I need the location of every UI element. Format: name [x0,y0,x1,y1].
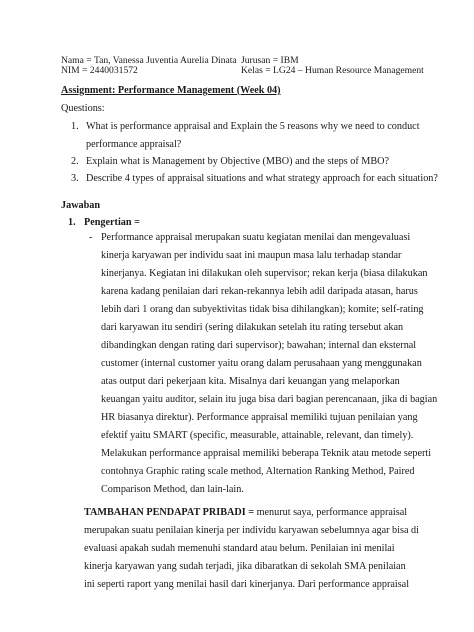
questions-label: Questions: [61,103,105,114]
opinion-first-line [84,504,419,522]
question-3-number: 3. [71,173,79,184]
paragraph-line: kinerjanya. Kegiatan ini dilakukan oleh supervisor; rekan kerja (biasa dilakukan [101,268,428,279]
paragraph-line: Performance appraisal merupakan suatu kegiatan menilai dan mengevaluasi [101,232,411,243]
opinion-line: kinerja karyawan yang sudah terjadi, jika dibaratkan di sekolah SMA penilaian [84,561,406,572]
question-1-number: 1. [71,121,79,132]
paragraph-line: lebih dari 1 orang dan subyektivitas tidak bisa dihilangkan); komite; self-rating [101,304,424,315]
paragraph-line: keuangan yaitu auditor, selain itu juga bisa dari bagian perencanaan, jika di bagian [101,394,438,405]
section-title: Pengertian = [84,217,140,228]
opinion-line: evaluasi apakah sudah memenuhi standard atau belum. Penilaian ini menilai [84,543,395,554]
opinion-line: merupakan suatu penilaian kinerja per individu karyawan sebelumnya agar bisa di [84,525,419,536]
assignment-title: Assignment: Performance Management (Week 04) [61,85,281,96]
paragraph-line: Comparison Method, dan lain-lain. [101,484,244,495]
paragraph-line: HR biasanya direktur). Performance appraisal memiliki tujuan penilaian yang [101,412,418,423]
paragraph-line: dibandingkan dengan rating dari supervisor); bawahan; internal dan eksternal [101,340,417,351]
opinion-bold-label: TAMBAHAN PENDAPAT PRIBADI = [84,507,255,518]
section-number: 1. [68,217,76,228]
question-2-number: 2. [71,156,79,167]
student-name: Nama = Tan, Vanessa Juventia Aurelia Dinata [61,55,237,66]
student-class: Kelas = LG24 – Human Resource Management [241,65,424,76]
paragraph-line: dari karyawan itu sendiri (sering dilakukan setelah itu rating tersebut akan [101,322,404,333]
paragraph-line: kinerja karyawan per individu saat ini maupun masa lalu terhadap standar [101,250,402,261]
question-1-line-1: What is performance appraisal and Explain the 5 reasons why we need to conduct [86,121,420,132]
opinion-line: ini seperti raport yang menilai hasil dari kinerjanya. Dari performance appraisal [84,579,410,590]
paragraph-line: efektif yaitu SMART (specific, measurable, attainable, relevant, dan timely). [101,430,414,441]
paragraph-line: contohnya Graphic rating scale method, Alternation Ranking Method, Paired [101,466,415,477]
student-nim: NIM = 2440031572 [61,65,138,76]
paragraph-line: karena kadang penilaian dari rekan-rekannya lebih adil daripada atasan, harus [101,286,418,297]
definition-paragraph [101,229,437,499]
question-1-line-2: performance appraisal? [86,139,182,150]
student-major: Jurusan = IBM [241,55,299,66]
paragraph-line: atas output dari pekerjaan kita. Misalnya dari keuangan yang melaporkan [101,376,400,387]
paragraph-line: customer (internal customer yaitu orang dalam perusahaan yang menggunakan [101,358,422,369]
personal-opinion-paragraph [84,504,419,594]
question-3-line-1: Describe 4 types of appraisal situations and what strategy approach for each situation? [86,173,438,184]
question-2-line-1: Explain what is Management by Objective (MBO) and the steps of MBO? [86,156,390,167]
bullet-dash: - [89,232,93,243]
opinion-first-line-rest: menurut saya, performance appraisal [254,507,408,518]
answer-label: Jawaban [61,200,101,211]
paragraph-line: Melakukan performance appraisal memiliki beberapa Teknik atau metode seperti [101,448,432,459]
